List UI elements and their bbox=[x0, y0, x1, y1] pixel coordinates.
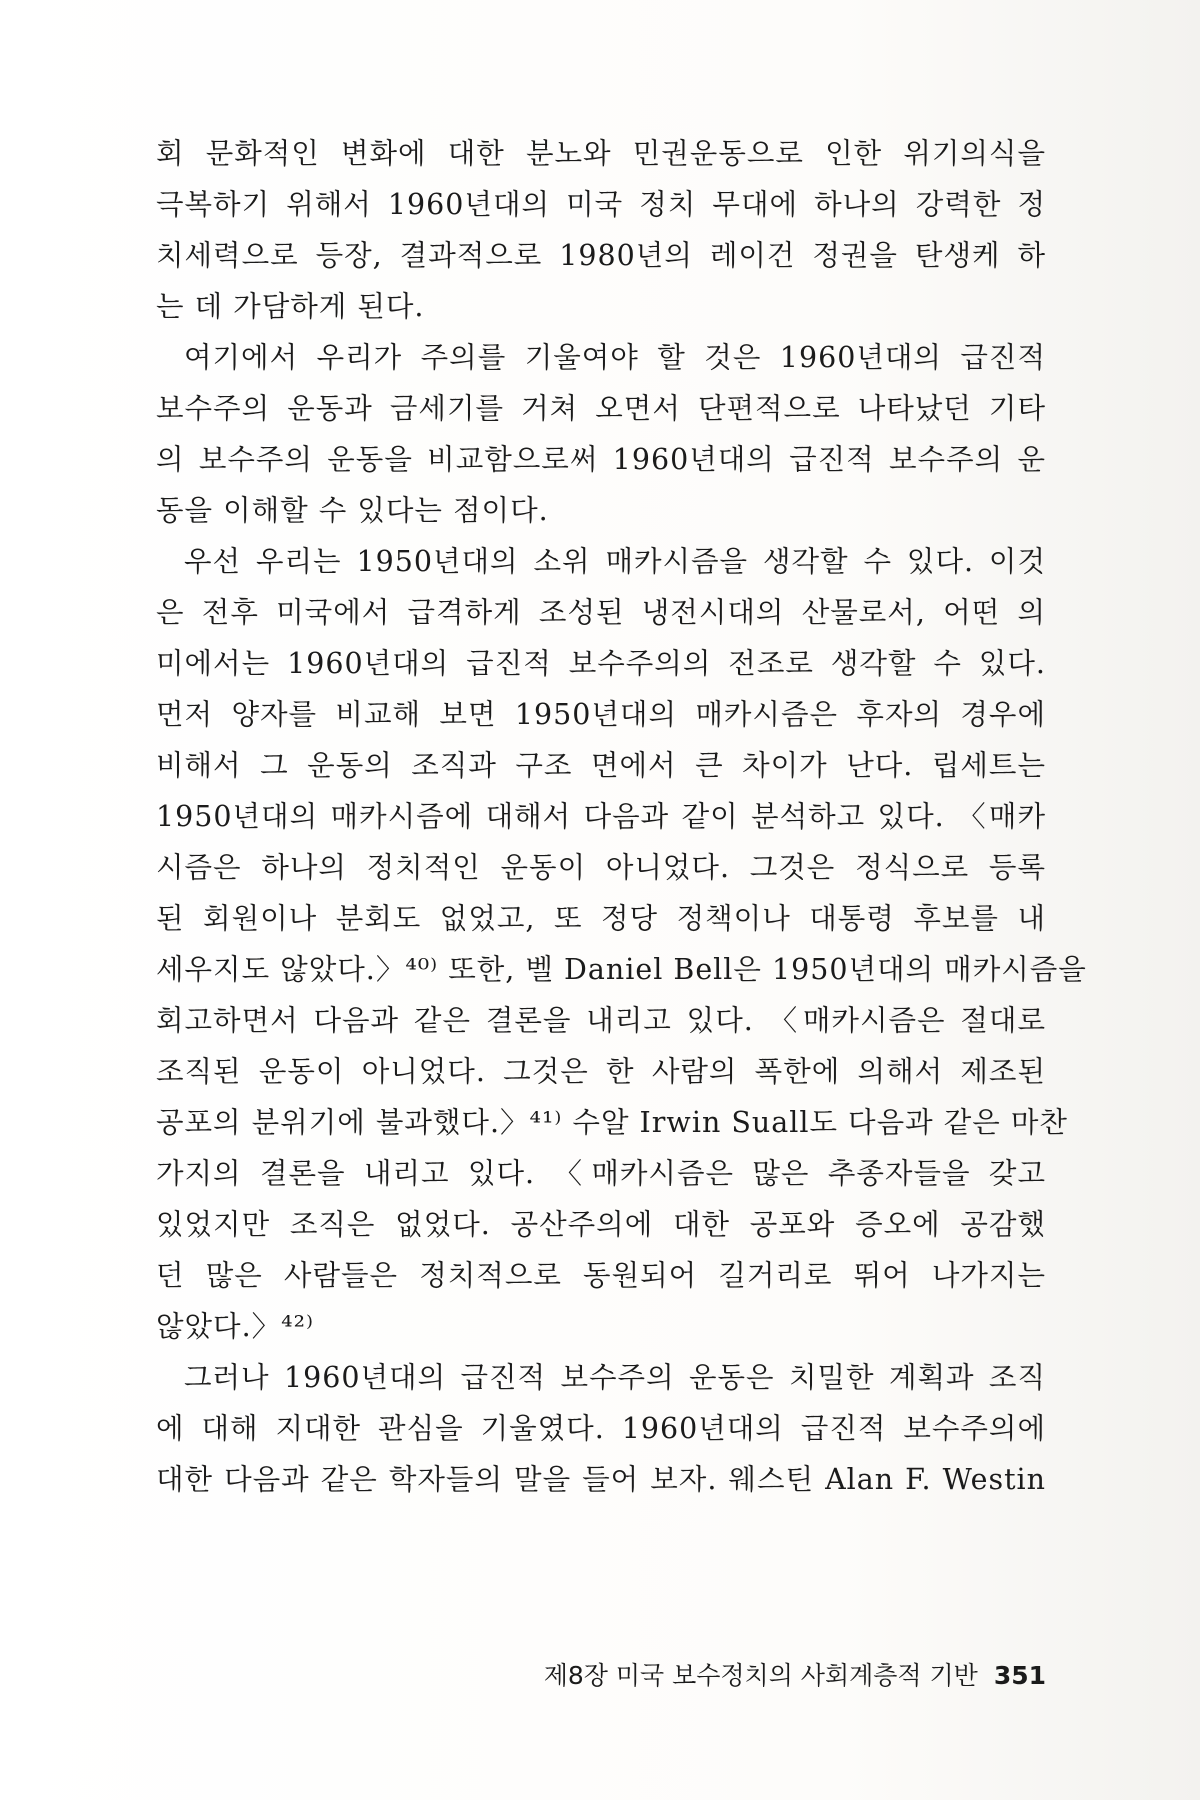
text-line: 비해서 그 운동의 조직과 구조 면에서 큰 차이가 난다. 립세트는 bbox=[156, 749, 1046, 782]
paragraph bbox=[156, 536, 1087, 1352]
text-line: 치세력으로 등장, 결과적으로 1980년의 레이건 정권을 탄생케 하 bbox=[156, 239, 1046, 272]
page-footer bbox=[526, 1656, 1046, 1696]
text-line: 먼저 양자를 비교해 보면 1950년대의 매카시즘은 후자의 경우에 bbox=[156, 698, 1046, 731]
text-line: 여기에서 우리가 주의를 기울여야 할 것은 1960년대의 급진적 bbox=[184, 341, 1046, 374]
text-line: 않았다.〉⁴²⁾ bbox=[156, 1310, 315, 1343]
text-line: 있었지만 조직은 없었다. 공산주의에 대한 공포와 증오에 공감했 bbox=[156, 1208, 1046, 1241]
text-line: 의 보수주의 운동을 비교함으로써 1960년대의 급진적 보수주의 운 bbox=[156, 443, 1046, 476]
text-line: 극복하기 위해서 1960년대의 미국 정치 무대에 하나의 강력한 정 bbox=[156, 188, 1046, 221]
paragraph bbox=[156, 128, 1046, 332]
text-line: 던 많은 사람들은 정치적으로 동원되어 길거리로 뛰어 나가지는 bbox=[156, 1259, 1046, 1292]
text-line: 공포의 분위기에 불과했다.〉⁴¹⁾ 수알 Irwin Suall도 다음과 같은 마찬 bbox=[156, 1106, 1068, 1139]
text-line: 동을 이해할 수 있다는 점이다. bbox=[156, 494, 549, 527]
text-line: 가지의 결론을 내리고 있다. 〈매카시즘은 많은 추종자들을 갖고 bbox=[156, 1157, 1046, 1190]
text-line: 세우지도 않았다.〉⁴⁰⁾ 또한, 벨 Daniel Bell은 1950년대의 매카시즘을 bbox=[156, 953, 1087, 986]
text-line: 는 데 가담하게 된다. bbox=[156, 290, 425, 323]
text-line: 에 대해 지대한 관심을 기울였다. 1960년대의 급진적 보수주의에 bbox=[156, 1412, 1046, 1445]
text-line: 대한 다음과 같은 학자들의 말을 들어 보자. 웨스틴 Alan F. Westin bbox=[156, 1463, 1046, 1496]
text-line: 회 문화적인 변화에 대한 분노와 민권운동으로 인한 위기의식을 bbox=[156, 137, 1046, 170]
text-line: 시즘은 하나의 정치적인 운동이 아니었다. 그것은 정식으로 등록 bbox=[156, 851, 1046, 884]
text-line: 미에서는 1960년대의 급진적 보수주의의 전조로 생각할 수 있다. bbox=[156, 647, 1046, 680]
chapter-title: 제8장 미국 보수정치의 사회계층적 기반 bbox=[543, 1661, 978, 1690]
paragraph bbox=[156, 332, 1046, 536]
text-line: 그러나 1960년대의 급진적 보수주의 운동은 치밀한 계획과 조직 bbox=[184, 1361, 1046, 1394]
page-number: 351 bbox=[993, 1661, 1046, 1690]
text-line: 보수주의 운동과 금세기를 거쳐 오면서 단편적으로 나타났던 기타 bbox=[156, 392, 1046, 425]
text-line: 조직된 운동이 아니었다. 그것은 한 사람의 폭한에 의해서 제조된 bbox=[156, 1055, 1046, 1088]
paragraph bbox=[156, 1352, 1046, 1505]
text-line: 된 회원이나 분회도 없었고, 또 정당 정책이나 대통령 후보를 내 bbox=[156, 902, 1046, 935]
text-line: 은 전후 미국에서 급격하게 조성된 냉전시대의 산물로서, 어떤 의 bbox=[156, 596, 1046, 629]
body-text bbox=[156, 128, 1087, 1505]
text-line: 회고하면서 다음과 같은 결론을 내리고 있다. 〈매카시즘은 절대로 bbox=[156, 1004, 1046, 1037]
text-line: 우선 우리는 1950년대의 소위 매카시즘을 생각할 수 있다. 이것 bbox=[184, 545, 1046, 578]
text-line: 1950년대의 매카시즘에 대해서 다음과 같이 분석하고 있다. 〈매카 bbox=[156, 800, 1046, 833]
